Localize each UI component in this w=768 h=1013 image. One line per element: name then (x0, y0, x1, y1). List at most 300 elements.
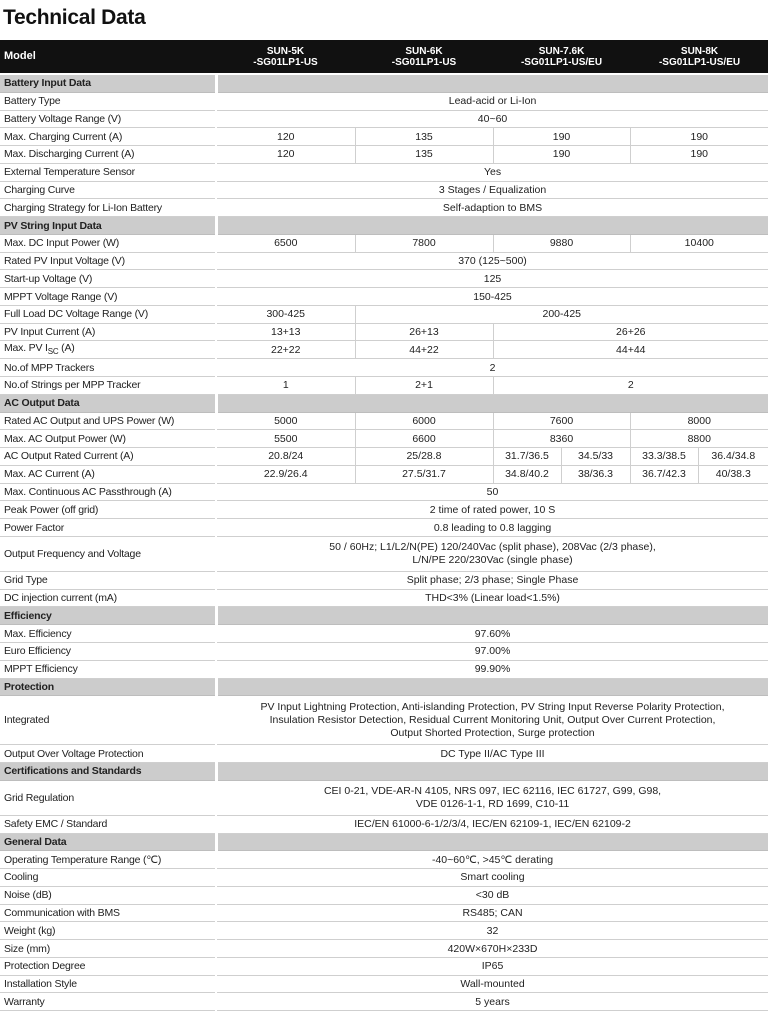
row-label-text: Max. Continuous AC Passthrough (A) (4, 485, 172, 498)
value-text: 7600 (549, 414, 574, 427)
row-label (0, 975, 216, 993)
table-row (0, 957, 768, 975)
row-label-text: Operating Temperature Range (℃) (4, 853, 162, 866)
value-cell (216, 163, 768, 181)
section-header-row (0, 763, 768, 781)
value-text: 25/28.8 (406, 450, 442, 463)
value-cell (216, 869, 768, 887)
row-label-text: No.of Strings per MPP Tracker (4, 379, 141, 392)
value-cell (216, 780, 768, 815)
value-cell (216, 993, 768, 1011)
model-header-label: Model (0, 40, 216, 74)
value-cell (630, 430, 768, 448)
value-text: 370 (125~500) (458, 255, 527, 268)
value-cell (493, 323, 768, 341)
table-row (0, 851, 768, 869)
row-label (0, 815, 216, 833)
value-cell (355, 448, 493, 466)
value-cell (493, 448, 561, 466)
value-text: 36.4/34.8 (711, 450, 756, 463)
section-title: General Data (0, 833, 216, 851)
table-row (0, 181, 768, 199)
value-cell (216, 234, 355, 252)
value-cell (216, 128, 355, 146)
row-label (0, 181, 216, 199)
value-cell (216, 940, 768, 958)
table-row (0, 922, 768, 940)
model-sun-8k: SUN-8K -SG01LP1-US/EU (630, 40, 768, 74)
row-label-text: Max. Efficiency (4, 627, 72, 640)
page-title: Technical Data (3, 6, 146, 29)
row-label-text: Max. Discharging Current (A) (4, 148, 135, 161)
value-cell (493, 412, 630, 430)
table-row (0, 288, 768, 306)
row-label (0, 501, 216, 519)
row-label (0, 642, 216, 660)
value-text: 40/38.3 (715, 468, 751, 481)
row-label-text: No.of MPP Trackers (4, 361, 95, 374)
value-text: IP65 (481, 960, 504, 973)
value-cell (355, 146, 493, 164)
value-cell (493, 377, 768, 395)
row-label-text: Output Over Voltage Protection (4, 747, 144, 760)
value-text: 40~60 (477, 112, 508, 125)
value-cell (216, 181, 768, 199)
value-text: PV Input Lightning Protection, Anti-islanding Protection, PV String Input Reverse Polarity Protection, (260, 700, 725, 713)
value-cell (493, 341, 768, 359)
value-cell (561, 448, 630, 466)
row-label (0, 234, 216, 252)
table-row (0, 465, 768, 483)
value-text: 50 / 60Hz; L1/L2/N(PE) 120/240Vac (split phase), 208Vac (2/3 phase), (329, 540, 656, 553)
value-cell (216, 886, 768, 904)
value-text: 33.3/38.5 (642, 450, 686, 463)
value-cell (216, 252, 768, 270)
row-label-text: MPPT Voltage Range (V) (4, 290, 118, 303)
row-label (0, 323, 216, 341)
value-text: 2+1 (415, 379, 433, 392)
row-label-text: Noise (dB) (4, 889, 52, 902)
table-row (0, 110, 768, 128)
row-label-text: Safety EMC / Standard (4, 818, 108, 831)
section-band (216, 394, 768, 412)
value-cell (493, 128, 630, 146)
row-label (0, 869, 216, 887)
row-label-text: Output Frequency and Voltage (4, 547, 141, 560)
value-text: Smart cooling (460, 871, 525, 884)
row-label (0, 696, 216, 745)
value-text: 6000 (412, 414, 436, 427)
table-row (0, 430, 768, 448)
table-row (0, 519, 768, 537)
value-cell (216, 642, 768, 660)
value-cell (216, 922, 768, 940)
section-band (216, 74, 768, 92)
value-cell (630, 234, 768, 252)
table-row (0, 571, 768, 589)
row-label (0, 519, 216, 537)
row-label (0, 483, 216, 501)
table-row (0, 904, 768, 922)
value-text: 44+22 (409, 343, 439, 356)
value-text: 9880 (549, 237, 574, 250)
row-label-text: Grid Type (4, 574, 48, 587)
value-cell (355, 412, 493, 430)
value-text: 125 (483, 272, 502, 285)
value-text: 10400 (684, 237, 714, 250)
value-text: 190 (552, 148, 571, 161)
row-label-text: Integrated (4, 714, 50, 727)
value-text: 135 (415, 130, 433, 143)
value-text: 5000 (274, 414, 298, 427)
value-text: CEI 0-21, VDE-AR-N 4105, NRS 097, IEC 62116, IEC 61727, G99, G98, (323, 784, 662, 797)
value-cell (216, 625, 768, 643)
table-row (0, 745, 768, 763)
value-text: Split phase; 2/3 phase; Single Phase (406, 574, 579, 587)
row-label (0, 163, 216, 181)
value-cell (630, 412, 768, 430)
value-text: Self-adaption to BMS (442, 201, 543, 214)
section-header-row (0, 607, 768, 625)
section-title: PV String Input Data (0, 217, 216, 235)
value-cell (216, 536, 768, 571)
table-row (0, 128, 768, 146)
section-band (216, 217, 768, 235)
row-label (0, 536, 216, 571)
value-cell (355, 234, 493, 252)
value-cell (698, 448, 768, 466)
table-row (0, 869, 768, 887)
section-title: Certifications and Standards (0, 763, 216, 781)
row-label (0, 851, 216, 869)
row-label (0, 359, 216, 377)
section-header-row (0, 833, 768, 851)
row-label-subscript: SC (47, 346, 59, 356)
row-label-text: Cooling (4, 871, 39, 884)
section-header-row (0, 394, 768, 412)
table-row (0, 696, 768, 745)
table-row (0, 448, 768, 466)
value-cell (216, 589, 768, 607)
value-text: 150-425 (473, 290, 512, 303)
value-cell (216, 745, 768, 763)
value-cell (216, 851, 768, 869)
table-row (0, 993, 768, 1011)
row-label (0, 270, 216, 288)
row-label-text: Start-up Voltage (V) (4, 272, 93, 285)
value-text: L/N/PE 220/230Vac (single phase) (412, 553, 573, 566)
value-cell (493, 234, 630, 252)
value-text: 34.5/33 (577, 450, 614, 463)
row-label-text: External Temperature Sensor (4, 166, 135, 179)
table-row (0, 199, 768, 217)
value-text: 135 (415, 148, 433, 161)
row-label (0, 589, 216, 607)
row-label-text: Max. PV I (4, 341, 48, 354)
row-label (0, 571, 216, 589)
row-label (0, 993, 216, 1011)
row-label-text: DC injection current (mA) (4, 592, 117, 605)
row-label-text: Charging Strategy for Li-Ion Battery (4, 201, 162, 214)
table-row (0, 589, 768, 607)
value-text: 6500 (274, 237, 298, 250)
table-row (0, 975, 768, 993)
table-row (0, 886, 768, 904)
value-text: 20.8/24 (268, 450, 304, 463)
row-label-text: Charging Curve (4, 183, 75, 196)
row-label (0, 305, 216, 323)
value-text: 3 Stages / Equalization (438, 183, 547, 196)
table-row (0, 642, 768, 660)
section-title: AC Output Data (0, 394, 216, 412)
row-label-text: MPPT Efficiency (4, 663, 78, 676)
table-row (0, 815, 768, 833)
value-cell (216, 341, 355, 359)
value-text: 5500 (274, 432, 298, 445)
table-row (0, 412, 768, 430)
row-label-text: Rated AC Output and UPS Power (W) (4, 414, 175, 427)
table-row (0, 625, 768, 643)
value-cell (355, 305, 768, 323)
value-cell (216, 957, 768, 975)
row-label (0, 341, 216, 359)
table-row (0, 323, 768, 341)
section-header-row (0, 217, 768, 235)
row-label-tail: (A) (58, 341, 75, 354)
value-text: THD<3% (Linear load<1.5%) (425, 592, 560, 605)
value-cell (216, 696, 768, 745)
value-text: Lead-acid or Li-Ion (448, 95, 537, 108)
value-cell (355, 128, 493, 146)
value-cell (216, 660, 768, 678)
value-text: 190 (552, 130, 571, 143)
value-cell (216, 92, 768, 110)
spec-table-body (0, 40, 768, 1011)
value-cell (216, 412, 355, 430)
value-text: DC Type II/AC Type III (440, 747, 545, 760)
value-text: 36.7/42.3 (642, 468, 686, 481)
row-label-text: Battery Voltage Range (V) (4, 112, 121, 125)
row-label-text: Euro Efficiency (4, 645, 71, 658)
row-label (0, 904, 216, 922)
value-text: 0.8 leading to 0.8 lagging (433, 521, 552, 534)
value-text: 120 (276, 130, 295, 143)
section-header-row (0, 678, 768, 696)
row-label (0, 957, 216, 975)
value-text: 31.7/36.5 (505, 450, 549, 463)
section-title: Protection (0, 678, 216, 696)
value-text: 190 (690, 148, 709, 161)
table-row (0, 341, 768, 359)
row-label-text: Size (mm) (4, 942, 51, 955)
value-cell (493, 430, 630, 448)
value-text: 99.90% (474, 663, 511, 676)
value-text: 27.5/31.7 (402, 468, 446, 481)
row-label (0, 745, 216, 763)
value-cell (630, 146, 768, 164)
value-cell (216, 199, 768, 217)
value-text: 44+44 (616, 343, 646, 356)
value-text: 8360 (549, 432, 574, 445)
value-cell (216, 448, 355, 466)
row-label-text: AC Output Rated Current (A) (4, 450, 134, 463)
value-text: 2 time of rated power, 10 S (429, 503, 556, 516)
value-text: 2 (489, 361, 496, 374)
row-label-text: Communication with BMS (4, 907, 120, 919)
row-label (0, 288, 216, 306)
model-sun-7-6k: SUN-7.6K -SG01LP1-US/EU (493, 40, 630, 74)
row-label-text: Grid Regulation (4, 791, 74, 804)
value-text: <30 dB (475, 889, 510, 902)
value-cell (630, 448, 698, 466)
table-row (0, 377, 768, 395)
table-row (0, 660, 768, 678)
value-text: 34.8/40.2 (505, 468, 549, 481)
table-row (0, 252, 768, 270)
value-cell (216, 483, 768, 501)
value-text: 190 (690, 130, 709, 143)
value-text: RS485; CAN (462, 907, 523, 919)
row-label-text: Peak Power (off grid) (4, 503, 99, 516)
value-text: Insulation Resistor Detection, Residual Current Monitoring Unit, Output Over Current Protection, (269, 713, 716, 726)
table-row (0, 92, 768, 110)
value-text: VDE 0126-1-1, RD 1699, C10-11 (415, 797, 570, 810)
value-cell (216, 430, 355, 448)
table-row (0, 146, 768, 164)
value-cell (216, 359, 768, 377)
value-cell (216, 323, 355, 341)
section-header-row (0, 74, 768, 92)
value-text: 5 years (475, 995, 510, 1008)
value-cell (216, 146, 355, 164)
row-label-text: Max. AC Current (A) (4, 468, 95, 481)
value-text: 2 (627, 379, 634, 392)
value-text: -40~60℃, >45℃ derating (431, 853, 554, 866)
value-text: 26+26 (616, 326, 646, 339)
value-cell (630, 128, 768, 146)
value-text: 26+13 (409, 326, 439, 339)
section-band (216, 833, 768, 851)
value-text: IEC/EN 61000-6-1/2/3/4, IEC/EN 62109-1, IEC/EN 62109-2 (354, 818, 631, 831)
value-cell (216, 270, 768, 288)
value-cell (493, 465, 561, 483)
value-cell (493, 146, 630, 164)
row-label-text: Max. Charging Current (A) (4, 130, 123, 143)
value-text: 97.60% (474, 627, 511, 640)
row-label-text: Warranty (4, 995, 45, 1008)
value-cell (630, 465, 698, 483)
value-text: 13+13 (271, 326, 301, 339)
value-cell (216, 571, 768, 589)
value-text: 22+22 (271, 343, 301, 356)
table-row (0, 501, 768, 519)
row-label (0, 465, 216, 483)
row-label-text: PV Input Current (A) (4, 326, 96, 339)
value-text: 97.00% (474, 645, 511, 658)
row-label (0, 886, 216, 904)
value-cell (216, 975, 768, 993)
technical-data-table (0, 40, 768, 1011)
row-label-text: Max. AC Output Power (W) (4, 432, 126, 445)
section-band (216, 607, 768, 625)
row-label (0, 430, 216, 448)
value-text: 420W×670H×233D (447, 942, 538, 955)
value-text: 22.9/26.4 (263, 468, 308, 481)
row-label (0, 110, 216, 128)
table-row (0, 234, 768, 252)
value-cell (355, 465, 493, 483)
row-label (0, 780, 216, 815)
row-label-text: Rated PV Input Voltage (V) (4, 255, 125, 268)
value-cell (216, 110, 768, 128)
value-cell (216, 377, 355, 395)
row-label-text: Weight (kg) (4, 924, 56, 937)
value-text: Wall-mounted (460, 978, 525, 991)
model-sun-6k: SUN-6K -SG01LP1-US (355, 40, 493, 74)
row-label-text: Full Load DC Voltage Range (V) (4, 308, 148, 321)
table-row (0, 270, 768, 288)
row-label (0, 92, 216, 110)
section-title: Efficiency (0, 607, 216, 625)
section-band (216, 763, 768, 781)
row-label (0, 199, 216, 217)
row-label (0, 922, 216, 940)
row-label-text: Protection Degree (4, 960, 86, 973)
value-text: 6600 (412, 432, 436, 445)
value-cell (216, 815, 768, 833)
value-text: Yes (483, 166, 502, 179)
value-text: 200-425 (542, 308, 582, 321)
value-text: 120 (276, 148, 295, 161)
value-text: 32 (486, 924, 499, 937)
value-cell (355, 430, 493, 448)
value-cell (216, 465, 355, 483)
row-label-text: Installation Style (4, 978, 77, 991)
value-text: 8000 (687, 414, 711, 427)
table-row (0, 780, 768, 815)
row-label-text: Battery Type (4, 95, 61, 108)
value-text: 38/36.3 (577, 468, 614, 481)
row-label (0, 377, 216, 395)
row-label (0, 128, 216, 146)
model-sun-5k: SUN-5K -SG01LP1-US (216, 40, 355, 74)
value-text: 7800 (412, 237, 436, 250)
value-cell (355, 323, 493, 341)
row-label-text: Power Factor (4, 521, 65, 534)
row-label (0, 625, 216, 643)
section-title: Battery Input Data (0, 74, 216, 92)
row-label (0, 412, 216, 430)
table-row (0, 536, 768, 571)
value-cell (355, 377, 493, 395)
value-cell (216, 305, 355, 323)
row-label (0, 252, 216, 270)
table-row (0, 940, 768, 958)
table-header-row (0, 40, 768, 74)
value-cell (698, 465, 768, 483)
value-text: 8800 (687, 432, 711, 445)
value-text: 1 (282, 379, 289, 392)
table-row (0, 163, 768, 181)
value-cell (216, 288, 768, 306)
table-row (0, 359, 768, 377)
row-label (0, 660, 216, 678)
row-label (0, 146, 216, 164)
value-text: 300-425 (266, 308, 306, 321)
row-label (0, 940, 216, 958)
row-label (0, 448, 216, 466)
table-row (0, 483, 768, 501)
